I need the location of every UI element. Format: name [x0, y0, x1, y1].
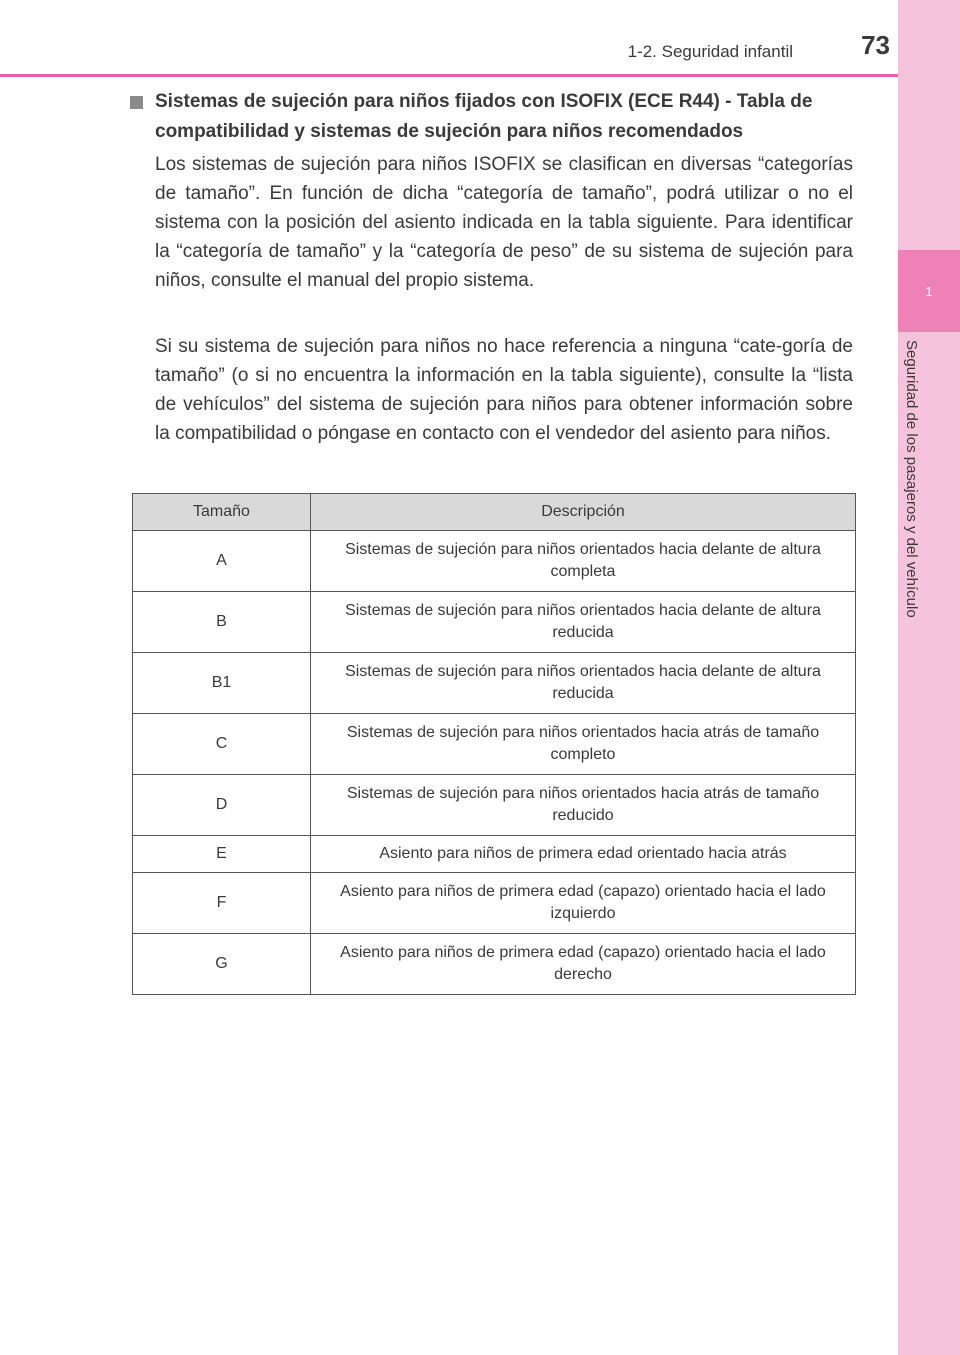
header-section-title: 1-2. Seguridad infantil	[627, 42, 793, 61]
size-cell: A	[133, 531, 311, 592]
description-cell: Sistemas de sujeción para niños orientados hacia delante de altura reducida	[311, 653, 856, 714]
square-bullet-icon	[130, 96, 143, 109]
size-cell: G	[133, 934, 311, 995]
table-row	[133, 653, 856, 714]
table-row	[133, 531, 856, 592]
table-row	[133, 934, 856, 995]
size-category-table	[132, 493, 856, 995]
chapter-number: 1	[925, 283, 933, 299]
size-cell: E	[133, 836, 311, 873]
size-cell: B	[133, 592, 311, 653]
side-band	[898, 0, 960, 1355]
page-number: 73	[861, 30, 890, 60]
header-divider	[0, 74, 898, 77]
description-cell: Asiento para niños de primera edad (capazo) orientado hacia el lado derecho	[311, 934, 856, 995]
chapter-tab	[898, 250, 960, 332]
size-cell: C	[133, 714, 311, 775]
body-paragraph: Los sistemas de sujeción para niños ISOFIX se clasifican en diversas “categorías de tamaño”. En función de dicha “categoría de tamaño”, podrá utilizar o no el sistema con la posición del asiento indicada en la tabla siguiente. Para identificar la “categoría de tamaño” y la “categoría de peso” de su sistema de sujeción para niños, consulte el manual del propio sistema.	[155, 154, 853, 291]
table-row	[133, 836, 856, 873]
size-cell: D	[133, 775, 311, 836]
description-cell: Sistemas de sujeción para niños orientados hacia atrás de tamaño reducido	[311, 775, 856, 836]
table-header-row	[133, 494, 856, 531]
section-heading: Sistemas de sujeción para niños fijados con ISOFIX (ECE R44) - Tabla de compatibilidad y sistemas de sujeción para niños recomendados	[155, 91, 813, 142]
table-row	[133, 592, 856, 653]
size-cell: F	[133, 873, 311, 934]
size-cell: B1	[133, 653, 311, 714]
table-row	[133, 873, 856, 934]
description-cell: Asiento para niños de primera edad orientado hacia atrás	[311, 836, 856, 873]
table-row	[133, 714, 856, 775]
description-cell: Asiento para niños de primera edad (capazo) orientado hacia el lado izquierdo	[311, 873, 856, 934]
description-cell: Sistemas de sujeción para niños orientados hacia atrás de tamaño completo	[311, 714, 856, 775]
body-paragraph: Si su sistema de sujeción para niños no hace referencia a ninguna “cate-goría de tamaño” (o si no encuentra la información en la tabla siguiente), consulte la “lista de vehículos” del sistema de sujeción para niños para obtener información sobre la compatibilidad o póngase en contacto con el vendedor del asiento para niños.	[155, 336, 853, 444]
column-header-description: Descripción	[311, 494, 856, 531]
column-header-size: Tamaño	[133, 494, 311, 531]
description-cell: Sistemas de sujeción para niños orientados hacia delante de altura reducida	[311, 592, 856, 653]
table-row	[133, 775, 856, 836]
chapter-title: Seguridad de los pasajeros y del vehículo	[903, 340, 920, 618]
description-cell: Sistemas de sujeción para niños orientados hacia delante de altura completa	[311, 531, 856, 592]
